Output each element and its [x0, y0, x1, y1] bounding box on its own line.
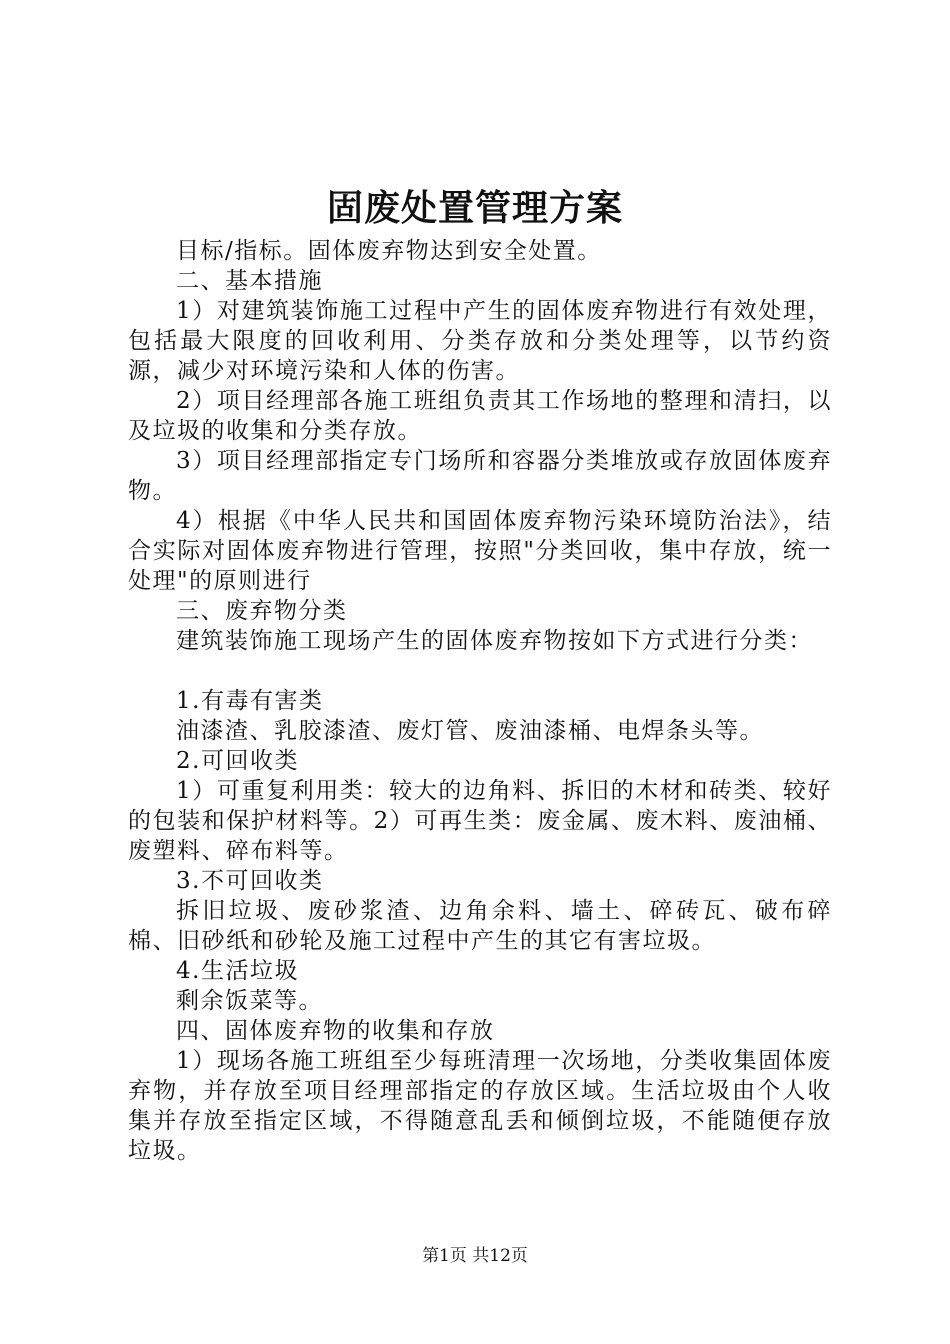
paragraph: 拆旧垃圾、废砂浆渣、边角余料、墙土、碎砖瓦、破布碎棉、旧砂纸和砂轮及施工过程中产生的其它有害垃圾。 — [128, 898, 832, 954]
paragraph: 1）对建筑装饰施工过程中产生的固体废弃物进行有效处理，包括最大限度的回收利用、分类存放和分类处理等，以节约资源，减少对环境污染和人体的伤害。 — [128, 298, 832, 384]
paragraph: 3）项目经理部指定专门场所和容器分类堆放或存放固体废弃物。 — [128, 448, 832, 504]
paragraph: 1）可重复利用类：较大的边角料、拆旧的木材和砖类、较好的包装和保护材料等。2）可再生类：废金属、废木料、废油桶、废塑料、碎布料等。 — [128, 778, 832, 864]
paragraph: 建筑装饰施工现场产生的固体废弃物按如下方式进行分类： — [176, 628, 813, 654]
subsection-heading: 4.生活垃圾 — [176, 958, 299, 984]
section-heading: 二、基本措施 — [176, 268, 323, 294]
paragraph: 剩余饭菜等。 — [176, 988, 323, 1014]
document-title: 固废处置管理方案 — [326, 187, 623, 229]
paragraph: 1）现场各施工班组至少每班清理一次场地，分类收集固体废弃物，并存放至项目经理部指定的存放区域。生活垃圾由个人收集并存放至指定区域，不得随意乱丢和倾倒垃圾，不能随便存放垃圾。 — [128, 1048, 832, 1164]
section-heading: 三、废弃物分类 — [176, 598, 348, 624]
subsection-heading: 3.不可回收类 — [176, 868, 324, 894]
subsection-heading: 2.可回收类 — [176, 748, 299, 774]
subsection-heading: 1.有毒有害类 — [176, 688, 324, 714]
paragraph: 4）根据《中华人民共和国固体废弃物污染环境防治法》，结合实际对固体废弃物进行管理，按照"分类回收，集中存放，统一处理"的原则进行 — [128, 508, 832, 594]
paragraph: 2）项目经理部各施工班组负责其工作场地的整理和清扫，以及垃圾的收集和分类存放。 — [128, 388, 832, 444]
paragraph: 目标/指标。固体废弃物达到安全处置。 — [176, 238, 602, 264]
document-body — [128, 236, 832, 1166]
paragraph: 油漆渣、乳胶漆渣、废灯管、废油漆桶、电焊条头等。 — [176, 718, 764, 744]
page-number-footer: 第1页 共12页 — [422, 1246, 528, 1266]
blank-line — [128, 656, 832, 686]
section-heading: 四、固体废弃物的收集和存放 — [176, 1018, 495, 1044]
